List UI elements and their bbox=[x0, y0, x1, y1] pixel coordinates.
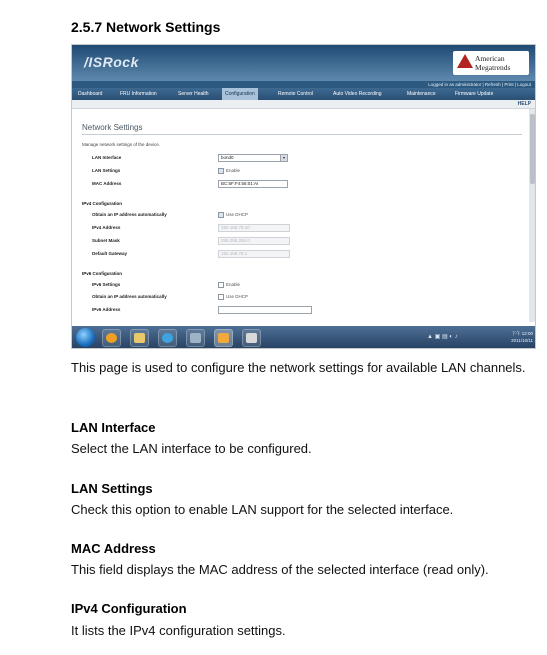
subnet-mask-label: Subnet Mask bbox=[92, 238, 120, 243]
menu-fru-information[interactable]: FRU Information bbox=[120, 91, 157, 97]
network-tool-icon bbox=[190, 333, 201, 343]
ipv6-address-label: IPv6 Address bbox=[92, 307, 121, 312]
ipv4-configuration-description: It lists the IPv4 configuration settings. bbox=[71, 623, 286, 638]
ipv6-settings-label: IPv6 Settings bbox=[92, 282, 121, 287]
start-button-icon[interactable] bbox=[76, 328, 95, 347]
section-title: 2.5.7 Network Settings bbox=[71, 19, 221, 35]
chevron-down-icon: ▾ bbox=[280, 155, 287, 161]
ami-triangle-icon bbox=[457, 54, 473, 68]
ipv6-heading: IPv6 Configuration bbox=[82, 271, 123, 276]
windows-taskbar bbox=[72, 326, 536, 349]
ipv4-address-label: IPv4 Address bbox=[92, 225, 121, 230]
menu-maintenance[interactable]: Maintenance bbox=[407, 91, 436, 97]
menu-dashboard[interactable]: Dashboard bbox=[78, 91, 103, 97]
toolbar-links[interactable]: Logged in as administrator | Refresh | Print | Logout bbox=[428, 82, 531, 87]
system-tray bbox=[423, 328, 533, 348]
panel-description: Manage network settings of the device. bbox=[82, 142, 161, 147]
mac-address-description: This field displays the MAC address of the selected interface (read only). bbox=[71, 562, 489, 577]
scrollbar-thumb[interactable] bbox=[530, 114, 535, 184]
top-toolbar bbox=[72, 81, 536, 88]
lan-interface-label: LAN Interface bbox=[92, 155, 122, 160]
ipv6-dhcp-option: Use DHCP bbox=[226, 294, 249, 299]
ami-line-1: American bbox=[475, 54, 505, 63]
ipv6-auto-label: Obtain an IP address automatically bbox=[92, 294, 167, 299]
mac-address-heading: MAC Address bbox=[71, 541, 156, 556]
menu-server-health[interactable]: Server Health bbox=[178, 91, 209, 97]
clock-date: 2011/10/11 bbox=[511, 338, 533, 343]
folder-icon bbox=[134, 333, 145, 343]
main-menu bbox=[72, 88, 536, 100]
ipv6-settings-checkbox[interactable] bbox=[218, 282, 224, 288]
taskbar-browser-button[interactable] bbox=[158, 329, 177, 347]
ipv4-auto-label: Obtain an IP address automatically bbox=[92, 212, 167, 217]
panel-title: Network Settings bbox=[82, 123, 143, 132]
panel-divider bbox=[82, 134, 522, 135]
taskbar-explorer-button[interactable] bbox=[130, 329, 149, 347]
default-gateway-label: Default Gateway bbox=[92, 251, 128, 256]
lan-interface-select[interactable] bbox=[218, 154, 288, 162]
menu-configuration[interactable]: Configuration bbox=[222, 88, 258, 100]
java-icon bbox=[218, 333, 229, 343]
lan-interface-value: bond0 bbox=[221, 155, 234, 160]
ipv4-heading: IPv4 Configuration bbox=[82, 201, 123, 206]
page-scrollbar[interactable] bbox=[529, 109, 536, 322]
help-link[interactable]: HELP bbox=[517, 101, 531, 107]
taskbar-paint-button[interactable] bbox=[242, 329, 261, 347]
tray-clock[interactable] bbox=[511, 330, 533, 344]
menu-firmware-update[interactable]: Firmware Update bbox=[455, 91, 494, 97]
paint-icon bbox=[246, 333, 257, 343]
ipv6-settings-option: Enable bbox=[226, 282, 241, 287]
lan-settings-description: Check this option to enable LAN support for the selected interface. bbox=[71, 502, 454, 517]
ipv4-dhcp-checkbox[interactable] bbox=[218, 212, 224, 218]
lan-interface-description: Select the LAN interface to be configured. bbox=[71, 441, 312, 456]
clock-time: 下午 12:00 bbox=[511, 331, 533, 336]
lan-settings-heading: LAN Settings bbox=[71, 481, 153, 496]
lan-settings-label: LAN Settings bbox=[92, 168, 121, 173]
tray-icons[interactable]: ▲ ▣ ▤ ◐ ♪ bbox=[427, 334, 458, 340]
mac-address-label: MAC Address bbox=[92, 181, 122, 186]
asrock-logo: /ISRock bbox=[84, 54, 139, 70]
ipv6-dhcp-checkbox[interactable] bbox=[218, 294, 224, 300]
ipv4-dhcp-option: Use DHCP bbox=[226, 212, 249, 217]
help-bar bbox=[72, 100, 536, 109]
taskbar-java-button[interactable] bbox=[214, 329, 233, 347]
lan-interface-heading: LAN Interface bbox=[71, 420, 156, 435]
taskbar-network-button[interactable] bbox=[186, 329, 205, 347]
mac-address-field: BC:5F:F4:56:01:AI bbox=[218, 180, 288, 188]
subnet-mask-input[interactable]: 255.255.255.0 bbox=[218, 237, 290, 245]
network-settings-panel bbox=[80, 111, 530, 321]
header-banner bbox=[72, 45, 536, 81]
ipv4-address-input[interactable]: 192.168.78.40 bbox=[218, 224, 290, 232]
menu-auto-video-recording[interactable]: Auto Video Recording bbox=[333, 91, 382, 97]
intro-paragraph: This page is used to configure the network settings for available LAN channels. bbox=[71, 360, 526, 375]
ami-logo bbox=[453, 51, 529, 75]
browser-icon bbox=[162, 333, 173, 343]
menu-remote-control[interactable]: Remote Control bbox=[278, 91, 314, 97]
ami-line-2: Megatrends bbox=[475, 63, 511, 72]
bmc-screenshot bbox=[71, 44, 536, 349]
lan-settings-checkbox[interactable] bbox=[218, 168, 224, 174]
lan-settings-option: Enable bbox=[226, 168, 241, 173]
default-gateway-input[interactable]: 192.168.78.1 bbox=[218, 250, 290, 258]
taskbar-media-button[interactable] bbox=[102, 329, 121, 347]
ipv4-configuration-heading: IPv4 Configuration bbox=[71, 601, 187, 616]
media-player-icon bbox=[106, 333, 117, 343]
ipv6-address-input[interactable] bbox=[218, 306, 312, 314]
